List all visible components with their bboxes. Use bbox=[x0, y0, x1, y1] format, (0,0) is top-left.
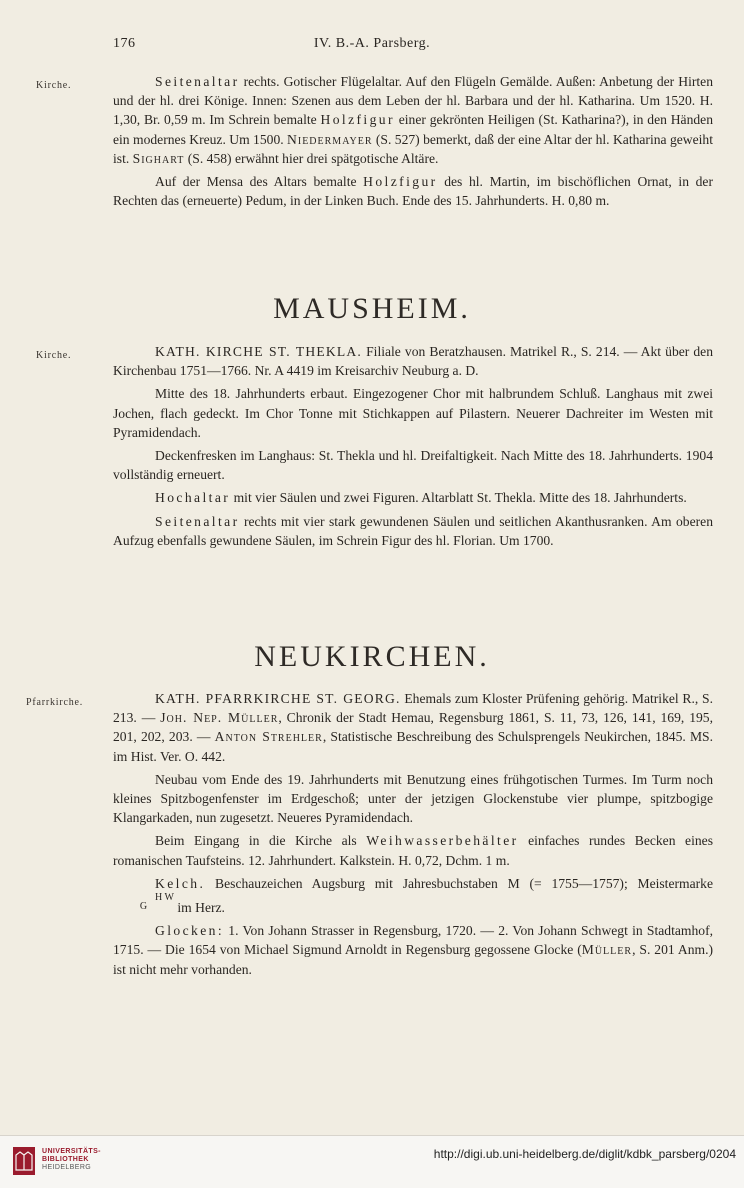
section-heading-mausheim: MAUSHEIM. bbox=[273, 292, 471, 325]
paragraph: KATH. PFARRKIRCHE ST. GEORG. Ehemals zum Kloster Prüfening gehörig. Matrikel R., S. 213. — Joh. Nep. Müller, Chronik der Stadt Hemau, Regensburg 1861, S. 11, 73, 126, 141, 169, 195, 201, 202, 203. — Anton Strehler, Statistische Beschreibung des Schulsprengels Neukirchen, 1845. MS. im Hist. Ver. O. 442. bbox=[113, 691, 714, 764]
paragraph: Neubau vom Ende des 19. Jahrhunderts mit Benutzung eines frühgotischen Turmes. Im Turm noch kleines Spitzbogenfenster im Erdgeschoß; unter der jetzigen Glockenstube vier plumpe, spitzbogige Klangarkaden, nun zugesetzt. Neueres Pyramidendach. bbox=[113, 771, 713, 826]
footer-bar bbox=[0, 1135, 744, 1188]
permalink-url[interactable]: http://digi.ub.uni-heidelberg.de/diglit/kdbk_parsberg/0204 bbox=[433, 1147, 736, 1161]
master-mark: H W G bbox=[139, 892, 174, 913]
library-name: UNIVERSITÄTS- BIBLIOTHEK HEIDELBERG bbox=[42, 1148, 101, 1171]
paragraph: Glocken: 1. Von Johann Strasser in Regensburg, 1720. — 2. Von Johann Schwegt in Stadtamhof, 1715. — Die 1654 von Michael Sigmund Arnoldt in Regensburg gegossene Glocke (Müller, S. 201 Anm.) ist nicht mehr vorhanden. bbox=[113, 923, 713, 977]
running-title: IV. B.-A. Parsberg. bbox=[313, 36, 431, 51]
text-block-2 bbox=[113, 342, 713, 550]
paragraph: Deckenfresken im Langhaus: St. Thekla und hl. Dreifaltigkeit. Nach Mitte des 18. Jahrhunderts. 1904 vollständig erneuert. bbox=[113, 448, 713, 483]
library-logo[interactable] bbox=[12, 1144, 122, 1180]
paragraph: Mitte des 18. Jahrhunderts erbaut. Eingezogener Chor mit halbrundem Schluß. Langhaus mit zwei Jochen, flach gedeckt. Im Chor Tonne mit Stichkappen auf Pilastern. Neuerer Dachreiter im Westen mit Pyramidendach. bbox=[113, 386, 713, 440]
text-block-1 bbox=[113, 72, 713, 210]
page-number: 176 bbox=[113, 36, 136, 51]
library-emblem-icon bbox=[12, 1146, 36, 1176]
paragraph: KATH. KIRCHE ST. THEKLA. Filiale von Beratzhausen. Matrikel R., S. 214. — Akt über den Kirchenbau 1751—1766. Nr. A 4419 im Kreisarchiv Neuburg a. D. bbox=[113, 344, 713, 379]
paragraph: Hochaltar mit vier Säulen und zwei Figuren. Altarblatt St. Thekla. Mitte des 18. Jahrhunderts. bbox=[155, 490, 687, 506]
paragraph: Auf der Mensa des Altars bemalte Holzfigur des hl. Martin, im bischöflichen Ornat, in der Rechten das (erneuerte) Pedum, in der Linken Buch. Ende des 15. Jahrhunderts. H. 0,80 m. bbox=[113, 174, 713, 209]
paragraph: Seitenaltar rechts. Gotischer Flügelaltar. Auf den Flügeln Gemälde. Außen: Anbetung der Hirten und der hl. drei Könige. Innen: Szenen aus dem Leben der hl. Barbara und der hl. Katharina. Um 1520. H. 1,30, Br. 0,59 m. Im Schrein bemalte Holzfigur einer gekrönten Heiligen (St. Katharina?), in den Händen ein modernes Kreuz. Um 1500. Niedermayer (S. 527) bemerkt, daß der eine Altar der hl. Katharina geweiht ist. Sighart (S. 458) erwähnt hier drei spätgotische Altäre. bbox=[113, 74, 714, 166]
section-heading-neukirchen: NEUKIRCHEN. bbox=[254, 640, 490, 673]
running-header bbox=[0, 36, 744, 56]
paragraph: Beim Eingang in die Kirche als Weihwasserbehälter einfaches rundes Becken eines romanischen Taufsteins. 12. Jahrhundert. Kalkstein. H. 0,72, Dchm. 1 m. bbox=[113, 833, 713, 868]
paragraph: Kelch. Beschauzeichen Augsburg mit Jahresbuchstaben M (= 1755—1757); Meistermarke H W G im Herz. bbox=[113, 874, 713, 917]
margin-note-kirche-1: Kirche. bbox=[36, 80, 72, 91]
text-block-3 bbox=[113, 689, 713, 979]
margin-note-pfarrkirche: Pfarrkirche. bbox=[26, 697, 84, 708]
margin-note-kirche-2: Kirche. bbox=[36, 350, 72, 361]
paragraph: Seitenaltar rechts mit vier stark gewundenen Säulen und seitlichen Akanthusranken. Am oberen Aufzug ebenfalls gewundene Säulen, im Schrein Figur des hl. Florian. Um 1700. bbox=[113, 513, 713, 548]
